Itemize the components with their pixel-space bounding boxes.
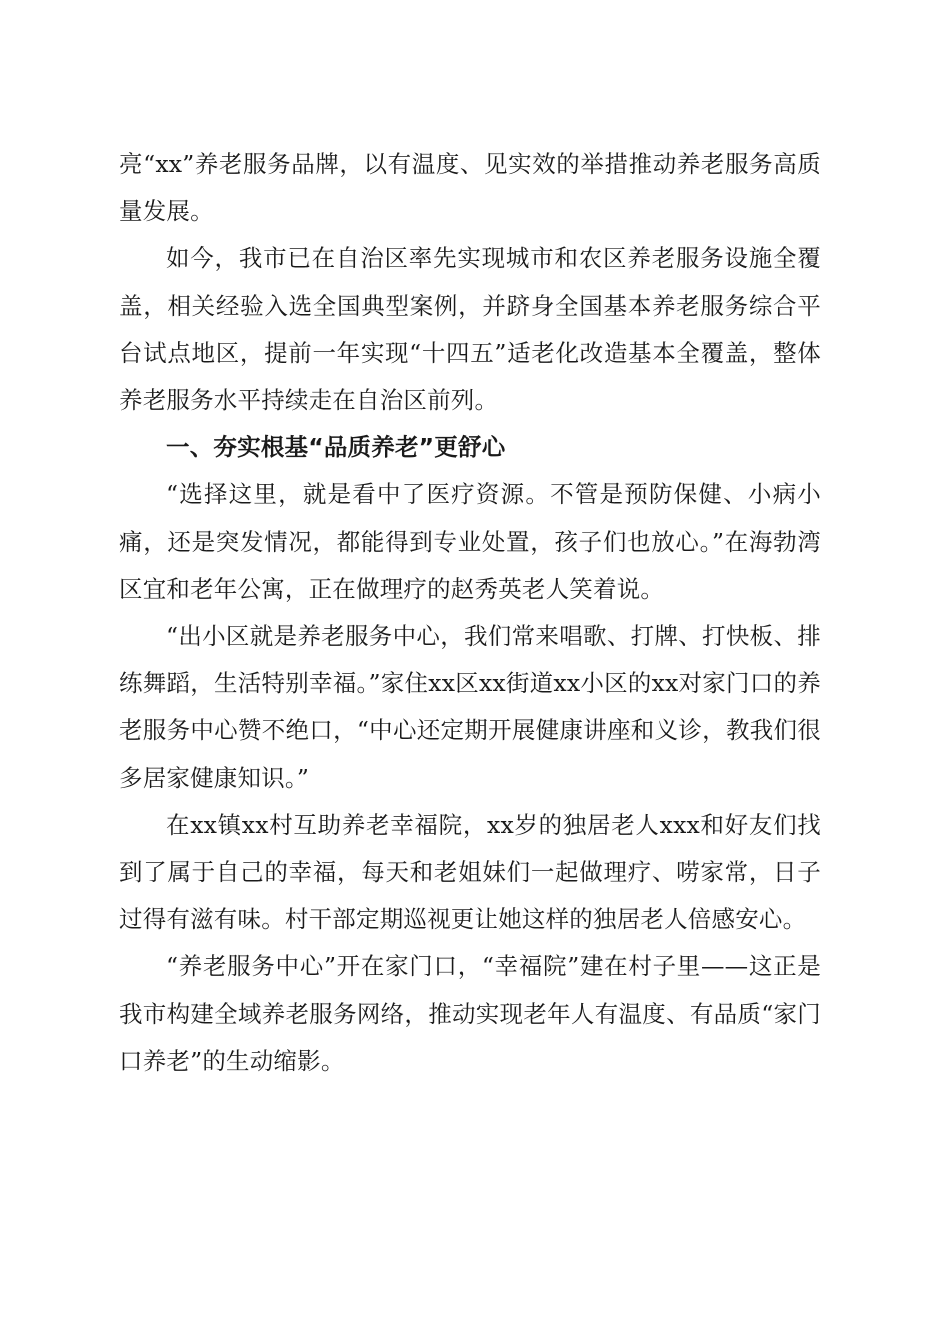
paragraph-village-home: 在xx镇xx村互助养老幸福院，xx岁的独居老人xxx和好友们找到了属于自己的幸福，每天和老姐妹们一起做理疗、唠家常，日子过得有滋有味。村干部定期巡视更让她这样的独居老人倍感安心。 (119, 810, 821, 934)
paragraph-overview: 如今，我市已在自治区率先实现城市和农区养老服务设施全覆盖，相关经验入选全国典型案例，并跻身全国基本养老服务综合平台试点地区，提前一年实现“十四五”适老化改造基本全覆盖，整体养老服务水平持续走在自治区前列。 (119, 244, 821, 415)
document-body (119, 141, 821, 1085)
paragraph-continuation: 亮“xx”养老服务品牌，以有温度、见实效的举措推动养老服务高质量发展。 (119, 150, 821, 226)
section-heading: 一、夯实根基“品质养老”更舒心 (166, 433, 506, 462)
paragraph-quote-zhao: “选择这里，就是看中了医疗资源。不管是预防保健、小病小痛，还是突发情况，都能得到专业处置，孩子们也放心。”在海勃湾区宜和老年公寓，正在做理疗的赵秀英老人笑着说。 (119, 480, 821, 603)
paragraph-summary: “养老服务中心”开在家门口，“幸福院”建在村子里——这正是我市构建全域养老服务网络，推动实现老年人有温度、有品质“家门口养老”的生动缩影。 (119, 952, 821, 1075)
paragraph-quote-community: “出小区就是养老服务中心，我们常来唱歌、打牌、打快板、排练舞蹈，生活特别幸福。”家住xx区xx街道xx小区的xx对家门口的养老服务中心赞不绝口，“中心还定期开展健康讲座和义诊，教我们很多居家健康知识。” (119, 622, 821, 792)
